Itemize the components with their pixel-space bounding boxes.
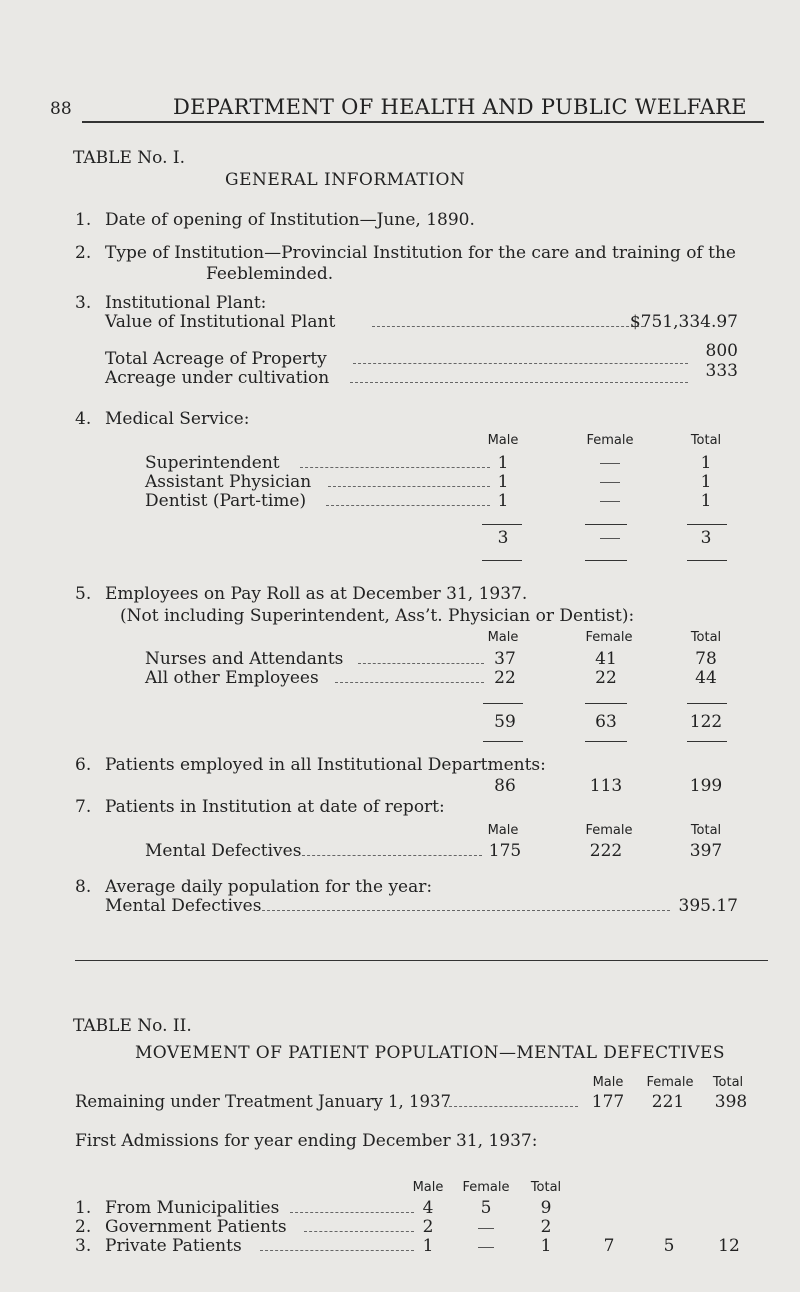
cultivation-value: 333	[705, 361, 738, 381]
nurses-male: 37	[494, 649, 516, 669]
dentist-label: Dentist (Part-time)	[145, 491, 307, 511]
sum-rule	[482, 524, 522, 525]
leader-dots	[290, 1212, 414, 1213]
plant-value: $751,334.97	[629, 312, 738, 332]
col-total-header: Total	[690, 433, 722, 448]
municipalities-female: 5	[480, 1198, 492, 1218]
table2-title: MOVEMENT OF PATIENT POPULATION—MENTAL DEFECTIVES	[135, 1043, 725, 1063]
leader-dots	[444, 1106, 578, 1107]
sum-rule	[585, 524, 627, 525]
col-total-header: Total	[712, 1075, 744, 1090]
leader-dots	[328, 486, 490, 487]
section-rule	[75, 960, 768, 961]
header-rule	[82, 121, 764, 123]
leader-dots	[262, 910, 670, 911]
empty-dash	[478, 1247, 494, 1248]
leader-dots	[335, 682, 484, 683]
mental-defectives-female: 222	[589, 841, 623, 861]
remaining-female: 221	[651, 1092, 685, 1112]
table1-label: TABLE No. I.	[73, 148, 186, 168]
page-number: 88	[50, 99, 72, 119]
patients-employed-total: 199	[689, 776, 723, 796]
superintendent-total: 1	[700, 453, 712, 473]
leader-dots	[260, 1250, 414, 1251]
government-patients-total: 2	[540, 1217, 552, 1237]
medical-sum-male: 3	[497, 528, 509, 548]
dentist-total: 1	[700, 491, 712, 511]
sum-rule	[483, 703, 523, 704]
remaining-label: Remaining under Treatment January 1, 1937	[75, 1092, 452, 1111]
municipalities-total: 9	[540, 1198, 552, 1218]
col-female-header: Female	[586, 433, 634, 448]
admissions-total-male: 7	[603, 1236, 615, 1256]
admissions-total-female: 5	[663, 1236, 675, 1256]
item3-number: 3.	[75, 293, 92, 313]
empty-dash	[600, 501, 620, 502]
average-value: 395.17	[678, 896, 738, 916]
municipalities-male: 4	[422, 1198, 434, 1218]
private-patients-male: 1	[422, 1236, 434, 1256]
col-female-header: Female	[585, 630, 633, 645]
leader-dots	[353, 363, 688, 364]
item1-text: Date of opening of Institution—June, 1890.	[105, 210, 475, 230]
row2-number: 2.	[75, 1217, 92, 1237]
leader-dots	[304, 1231, 414, 1232]
item4-number: 4.	[75, 409, 92, 429]
assistant-physician-label: Assistant Physician	[145, 472, 312, 492]
municipalities-label: From Municipalities	[105, 1198, 280, 1218]
remaining-male: 177	[591, 1092, 625, 1112]
mental-defectives-male: 175	[488, 841, 522, 861]
item6-text: Patients employed in all Institutional Departments:	[105, 755, 546, 775]
item6-number: 6.	[75, 755, 92, 775]
superintendent-label: Superintendent	[145, 453, 280, 473]
private-patients-total: 1	[540, 1236, 552, 1256]
sum-rule	[585, 560, 627, 561]
item7-number: 7.	[75, 797, 92, 817]
acreage-value: 800	[705, 341, 738, 361]
sub-col-female-header: Female	[462, 1180, 510, 1195]
patients-employed-female: 113	[589, 776, 623, 796]
item2-number: 2.	[75, 243, 92, 263]
table2-label: TABLE No. II.	[73, 1016, 192, 1036]
other-employees-label: All other Employees	[145, 668, 319, 688]
leader-dots	[350, 382, 688, 383]
sum-rule	[482, 560, 522, 561]
row1-number: 1.	[75, 1198, 92, 1218]
col-male-header: Male	[487, 433, 519, 448]
acreage-label: Total Acreage of Property	[105, 349, 327, 369]
other-employees-total: 44	[695, 668, 717, 688]
leader-dots	[358, 663, 484, 664]
item5-heading: Employees on Pay Roll as at December 31, 1937.	[105, 584, 528, 604]
mental-defectives-total: 397	[689, 841, 723, 861]
sum-rule	[585, 741, 627, 742]
sum-rule	[687, 741, 727, 742]
government-patients-male: 2	[422, 1217, 434, 1237]
item8-number: 8.	[75, 877, 92, 897]
nurses-female: 41	[595, 649, 617, 669]
sum-rule	[687, 524, 727, 525]
col-total-header: Total	[690, 630, 722, 645]
item4-heading: Medical Service:	[105, 409, 250, 429]
item2-text: Type of Institution—Provincial Institution for the care and training of the	[105, 243, 736, 263]
item5-subheading: (Not including Superintendent, Ass’t. Physician or Dentist):	[120, 606, 635, 626]
item7-text: Patients in Institution at date of report:	[105, 797, 445, 817]
item2-text-continued: Feebleminded.	[206, 264, 334, 284]
cultivation-label: Acreage under cultivation	[105, 368, 330, 388]
sum-rule	[687, 703, 727, 704]
table1-title: GENERAL INFORMATION	[225, 170, 466, 190]
col-male-header: Male	[592, 1075, 624, 1090]
medical-sum-total: 3	[700, 528, 712, 548]
col-total-header: Total	[690, 823, 722, 838]
government-patients-label: Government Patients	[105, 1217, 287, 1237]
empty-dash	[600, 463, 620, 464]
col-female-header: Female	[585, 823, 633, 838]
item8-text: Average daily population for the year:	[105, 877, 433, 897]
item3-heading: Institutional Plant:	[105, 293, 267, 313]
leader-dots	[300, 467, 490, 468]
sum-rule	[687, 560, 727, 561]
employees-sum-female: 63	[595, 712, 617, 732]
item1-number: 1.	[75, 210, 92, 230]
empty-dash	[600, 538, 620, 539]
plant-value-label: Value of Institutional Plant	[105, 312, 336, 332]
leader-dots	[326, 505, 490, 506]
empty-dash	[478, 1228, 494, 1229]
nurses-total: 78	[695, 649, 717, 669]
assistant-physician-male: 1	[497, 472, 509, 492]
dentist-male: 1	[497, 491, 509, 511]
leader-dots	[302, 855, 482, 856]
item5-number: 5.	[75, 584, 92, 604]
assistant-physician-total: 1	[700, 472, 712, 492]
private-patients-label: Private Patients	[105, 1236, 242, 1256]
sum-rule	[483, 741, 523, 742]
sum-rule	[585, 703, 627, 704]
remaining-total: 398	[714, 1092, 748, 1112]
admissions-total-total: 12	[718, 1236, 740, 1256]
row3-number: 3.	[75, 1236, 92, 1256]
superintendent-male: 1	[497, 453, 509, 473]
other-employees-male: 22	[494, 668, 516, 688]
leader-dots	[372, 326, 644, 327]
nurses-label: Nurses and Attendants	[145, 649, 344, 669]
patients-employed-male: 86	[494, 776, 516, 796]
sub-col-total-header: Total	[530, 1180, 562, 1195]
empty-dash	[600, 482, 620, 483]
col-female-header: Female	[646, 1075, 694, 1090]
mental-defectives-label: Mental Defectives	[145, 841, 302, 861]
page-header-title: DEPARTMENT OF HEALTH AND PUBLIC WELFARE	[173, 95, 747, 119]
average-label: Mental Defectives	[105, 896, 262, 916]
col-male-header: Male	[487, 823, 519, 838]
other-employees-female: 22	[595, 668, 617, 688]
sub-col-male-header: Male	[412, 1180, 444, 1195]
employees-sum-total: 122	[689, 712, 723, 732]
first-admissions-heading: First Admissions for year ending December 31, 1937:	[75, 1131, 538, 1151]
col-male-header: Male	[487, 630, 519, 645]
employees-sum-male: 59	[494, 712, 516, 732]
